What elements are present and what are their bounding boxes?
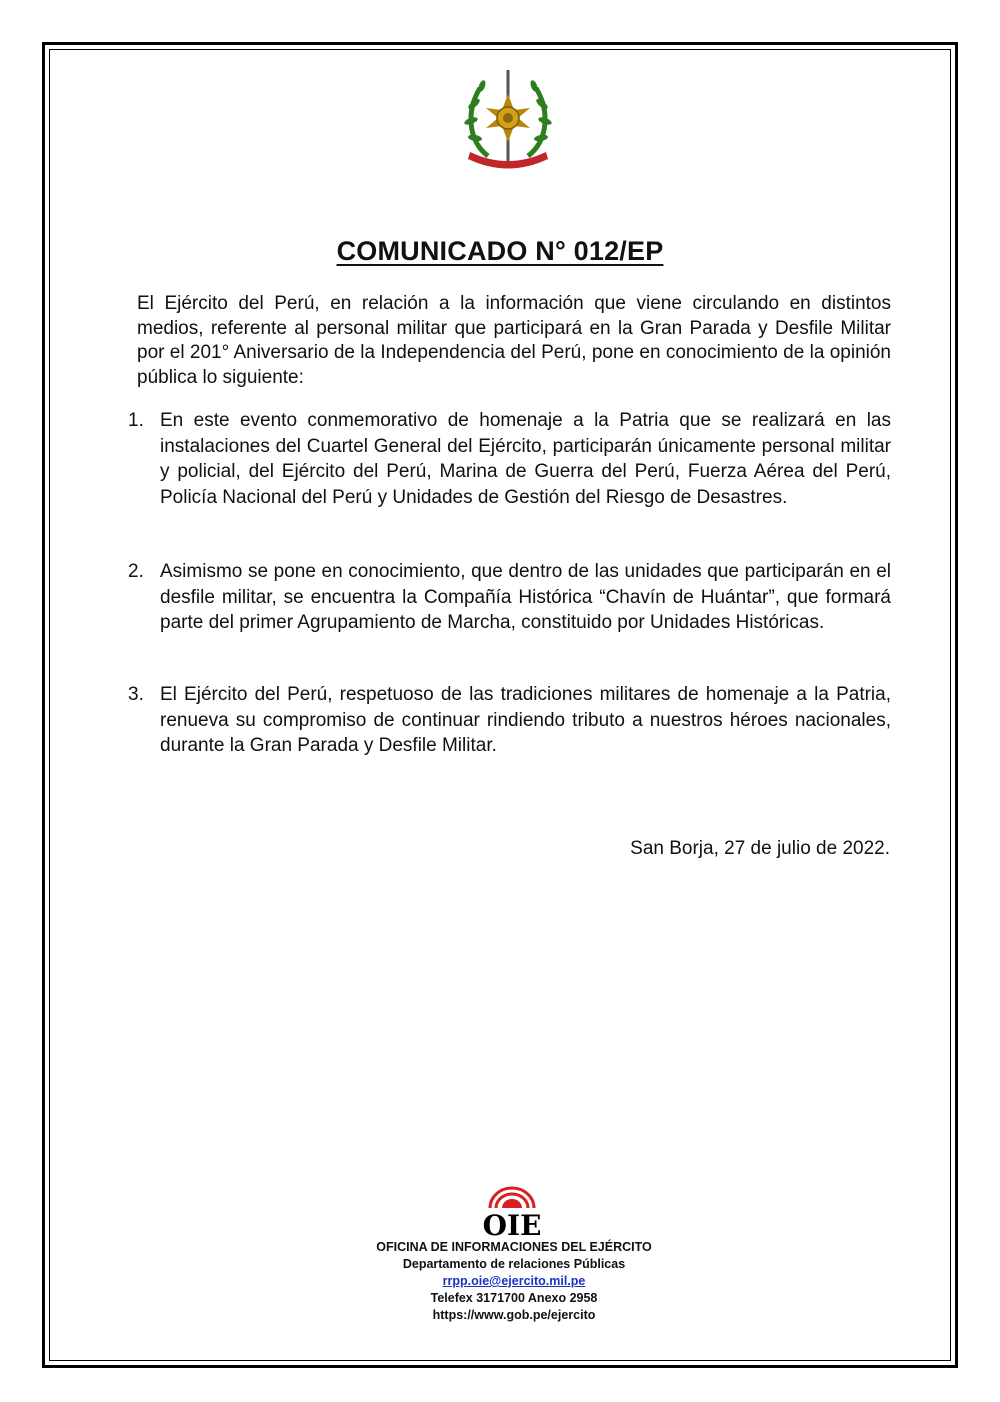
oie-logo-icon xyxy=(472,1180,552,1238)
oie-logo-text: OIE xyxy=(482,1209,542,1238)
footer-department: Departamento de relaciones Públicas xyxy=(402,1257,626,1271)
page-title: COMUNICADO N° 012/EP xyxy=(336,236,664,266)
list-item-number: 2. xyxy=(128,561,144,582)
footer-office: OFICINA DE INFORMACIONES DEL EJÉRCITO xyxy=(376,1240,652,1254)
intro-paragraph: El Ejército del Perú, en relación a la información que viene circulando en distintos medios, referente al personal militar que participará en la Gran Parada y Desfile Militar por el 201° Aniversario de la Independencia del Perú, pone en conocimiento de la opinión pública lo siguiente: xyxy=(137,293,891,388)
list-item-text: Asimismo se pone en conocimiento, que dentro de las unidades que participarán en el desfile militar, se encuentra la Compañía Histórica “Chavín de Huántar”, que formará parte del primer Agrupamiento de Marcha, constituido por Unidades Históricas. xyxy=(160,561,891,633)
list-item xyxy=(128,408,891,510)
list-item-text: El Ejército del Perú, respetuoso de las tradiciones militares de homenaje a la Patria, renueva su compromiso de continuar rindiendo tributo a nuestros héroes nacionales, durante la Gran Parada y Desfile Militar. xyxy=(160,684,891,756)
footer-email-link[interactable]: rrpp.oie@ejercito.mil.pe xyxy=(442,1274,586,1288)
footer xyxy=(0,1239,1000,1324)
army-crest-icon xyxy=(458,66,558,176)
date-line: San Borja, 27 de julio de 2022. xyxy=(630,838,890,859)
list-item-text: En este evento conmemorativo de homenaje a la Patria que se realizará en las instalaciones del Cuartel General del Ejército, participarán únicamente personal militar y policial, del Ejército del Perú, Marina de Guerra del Perú, Fuerza Aérea del Perú, Policía Nacional del Perú y Unidades de Gestión del Riesgo de Desastres. xyxy=(160,410,891,508)
footer-phone: Telefex 3171700 Anexo 2958 xyxy=(430,1291,598,1305)
list-item-number: 1. xyxy=(128,410,144,431)
footer-website: https://www.gob.pe/ejercito xyxy=(432,1308,596,1322)
list-item-number: 3. xyxy=(128,684,144,705)
list-item xyxy=(128,559,891,636)
list-item xyxy=(128,682,891,759)
